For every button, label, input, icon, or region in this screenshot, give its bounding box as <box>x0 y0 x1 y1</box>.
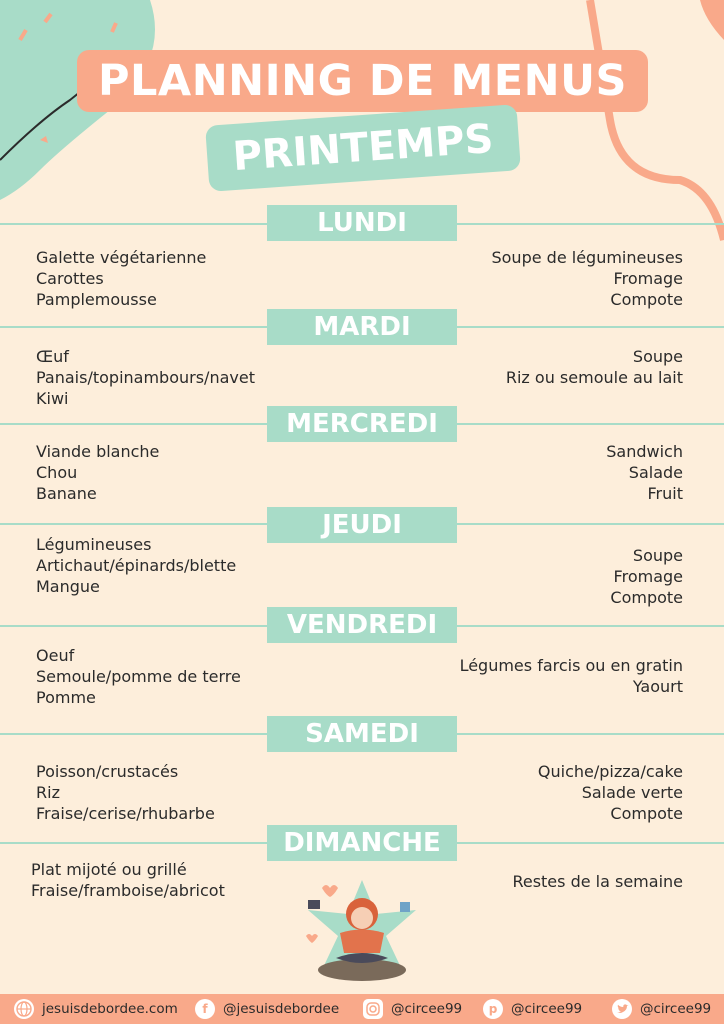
menu-item: Compote <box>610 804 683 823</box>
menu-item: Riz <box>36 783 60 802</box>
instagram-icon <box>363 999 383 1019</box>
menu-item: Salade <box>628 463 683 482</box>
instagram-handle[interactable]: @circee99 <box>391 1001 463 1017</box>
menu-item: Oeuf <box>36 646 75 665</box>
day-heading-mercredi: MERCREDI <box>267 406 457 442</box>
lunch-menu-vendredi <box>36 645 241 708</box>
menu-item: Restes de la semaine <box>512 872 683 891</box>
day-heading-lundi: LUNDI <box>267 205 457 241</box>
menu-item: Soupe <box>632 347 683 366</box>
menu-item: Fromage <box>613 269 683 288</box>
day-heading-samedi: SAMEDI <box>267 716 457 752</box>
menu-item: Salade verte <box>581 783 683 802</box>
menu-item: Pamplemousse <box>36 290 157 309</box>
globe-icon <box>14 999 34 1019</box>
day-heading-jeudi: JEUDI <box>267 507 457 543</box>
menu-item: Chou <box>36 463 78 482</box>
menu-item: Compote <box>610 588 683 607</box>
footer-pinterest[interactable] <box>483 999 582 1019</box>
pinterest-handle[interactable]: @circee99 <box>511 1001 583 1017</box>
day-heading-dimanche: DIMANCHE <box>267 825 457 861</box>
menu-item: Fraise/framboise/abricot <box>31 881 225 900</box>
lunch-menu-samedi <box>36 761 215 824</box>
dinner-menu-mercredi <box>606 441 683 504</box>
pinterest-icon: p <box>483 999 503 1019</box>
dinner-menu-dimanche <box>512 871 683 892</box>
footer-website[interactable] <box>14 999 178 1019</box>
menu-item: Œuf <box>36 347 69 366</box>
menu-item: Soupe de légumineuses <box>491 248 683 267</box>
menu-item: Riz ou semoule au lait <box>505 368 683 387</box>
menu-item: Yaourt <box>632 677 683 696</box>
facebook-handle[interactable]: @jesuisdebordee <box>223 1001 340 1017</box>
menu-item: Soupe <box>632 546 683 565</box>
menu-item: Galette végétarienne <box>36 248 207 267</box>
dinner-menu-jeudi <box>610 545 683 608</box>
character-illustration <box>300 878 425 988</box>
menu-item: Fromage <box>613 567 683 586</box>
menu-item: Artichaut/épinards/blette <box>36 556 237 575</box>
menu-item: Carottes <box>36 269 104 288</box>
menu-item: Panais/topinambours/navet <box>36 368 255 387</box>
page-subtitle: PRINTEMPS <box>205 104 521 192</box>
twitter-handle[interactable]: @circee99 <box>640 1001 712 1017</box>
facebook-icon: f <box>195 999 215 1019</box>
menu-item: Plat mijoté ou grillé <box>31 860 187 879</box>
menu-item: Sandwich <box>606 442 683 461</box>
dinner-menu-vendredi <box>460 655 683 697</box>
twitter-icon <box>612 999 632 1019</box>
footer-facebook[interactable] <box>195 999 339 1019</box>
menu-item: Légumes farcis ou en gratin <box>459 656 683 675</box>
menu-item: Fraise/cerise/rhubarbe <box>36 804 215 823</box>
menu-item: Banane <box>36 484 97 503</box>
day-heading-vendredi: VENDREDI <box>267 607 457 643</box>
menu-item: Mangue <box>36 577 100 596</box>
footer-twitter[interactable] <box>612 999 711 1019</box>
menu-item: Viande blanche <box>36 442 160 461</box>
lunch-menu-jeudi <box>36 534 236 597</box>
menu-item: Fruit <box>647 484 683 503</box>
menu-item: Légumineuses <box>36 535 152 554</box>
day-heading-mardi: MARDI <box>267 309 457 345</box>
lunch-menu-mardi <box>36 346 255 409</box>
lunch-menu-lundi <box>36 247 206 310</box>
menu-item: Quiche/pizza/cake <box>537 762 683 781</box>
menu-item: Compote <box>610 290 683 309</box>
menu-item: Semoule/pomme de terre <box>36 667 241 686</box>
footer-bar <box>0 994 724 1024</box>
footer-instagram[interactable] <box>363 999 462 1019</box>
menu-item: Pomme <box>36 688 96 707</box>
lunch-menu-mercredi <box>36 441 159 504</box>
dinner-menu-mardi <box>506 346 683 388</box>
menu-item: Poisson/crustacés <box>36 762 179 781</box>
dinner-menu-samedi <box>538 761 683 824</box>
menu-item: Kiwi <box>36 389 69 408</box>
lunch-menu-dimanche <box>31 859 225 901</box>
website-link[interactable]: jesuisdebordee.com <box>42 1001 178 1017</box>
dinner-menu-lundi <box>491 247 683 310</box>
page-title: PLANNING DE MENUS <box>77 50 648 112</box>
